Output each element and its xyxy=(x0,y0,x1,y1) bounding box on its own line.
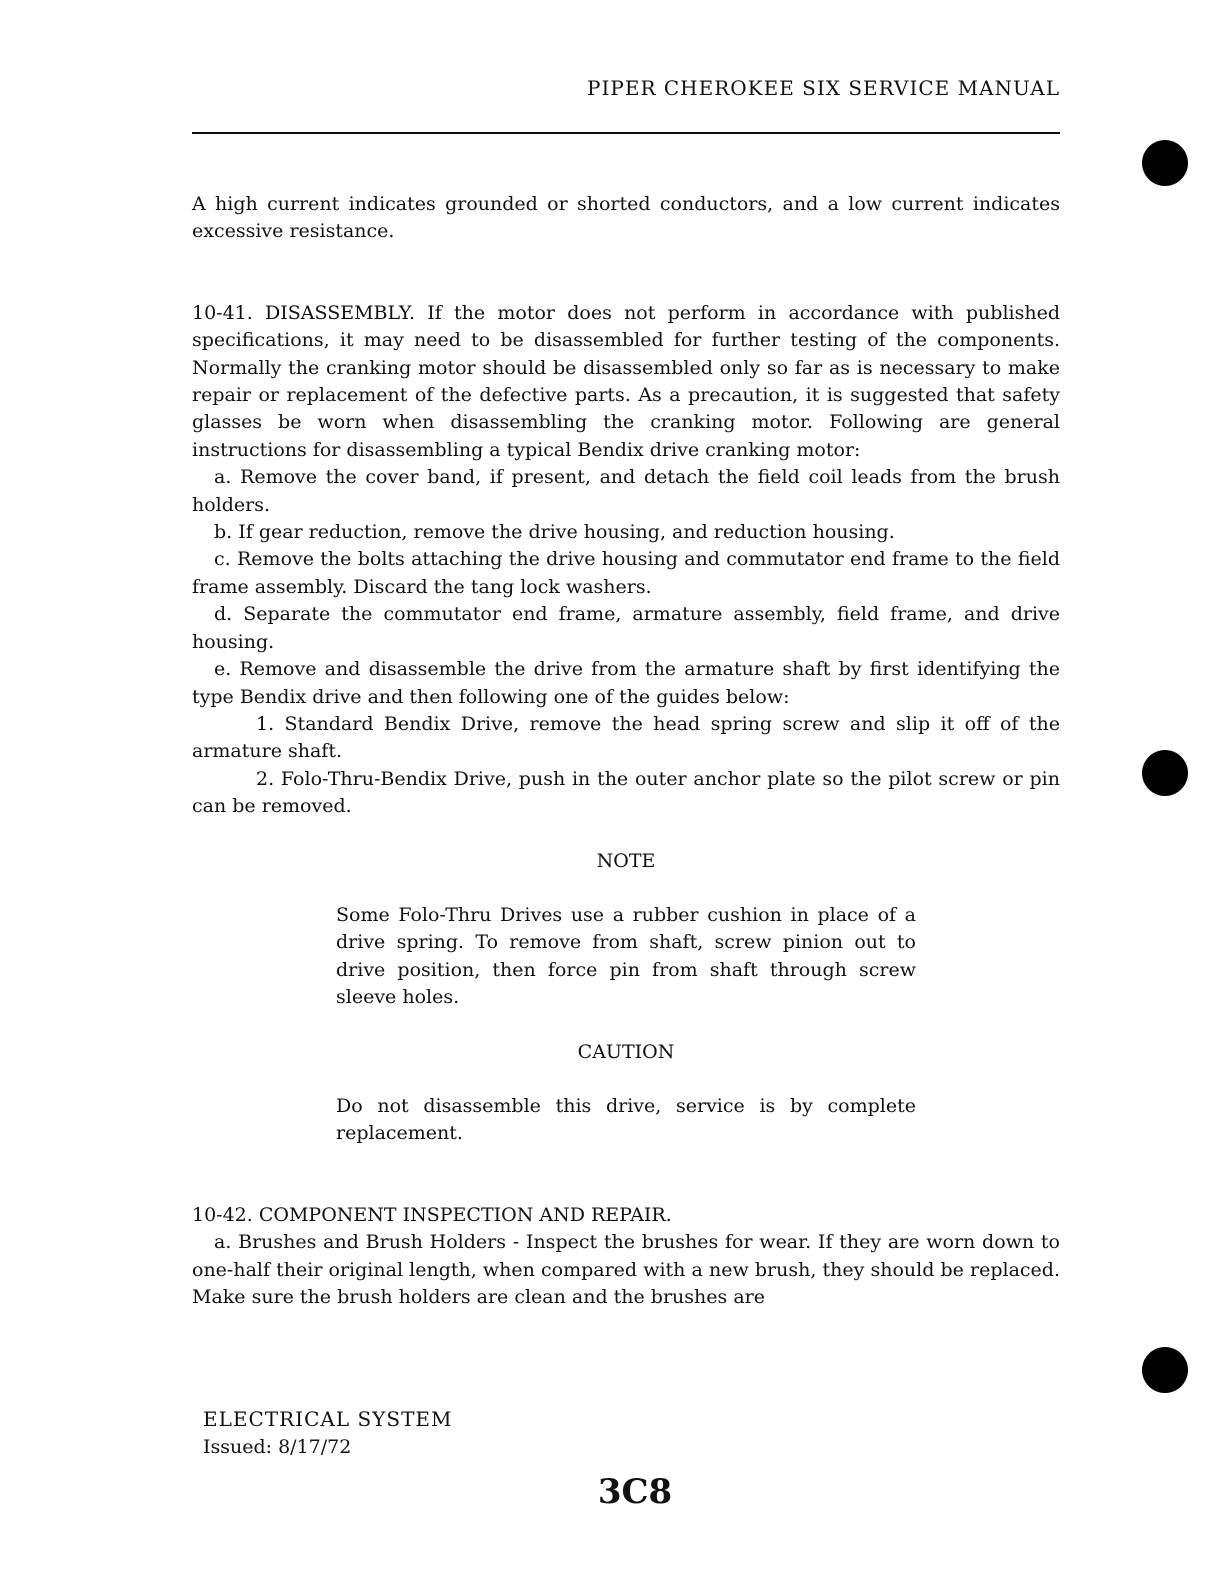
caution-block xyxy=(336,1093,916,1148)
step-e1: 1. Standard Bendix Drive, remove the head spring screw and slip it off of the armature shaft. xyxy=(192,712,1060,763)
binder-hole-bottom xyxy=(1142,1347,1188,1393)
step-c: c. Remove the bolts attaching the drive housing and commutator end frame to the field frame assembly. Discard the tang lock washers. xyxy=(192,548,1060,598)
note-block xyxy=(336,902,916,1012)
section-10-42-item-a: a. Brushes and Brush Holders - Inspect the brushes for wear. If they are worn down to one-half their original length, when compared with a new brush, they should be replaced. Make sure the brush holders are clean and the brushes are xyxy=(192,1231,1060,1308)
manual-title: PIPER CHEROKEE SIX SERVICE MANUAL xyxy=(587,76,1060,100)
binder-hole-middle xyxy=(1142,750,1188,796)
section-10-41-text: If the motor does not perform in accordance with published specifications, it may need to be disassembled for further testing of the components. Normally the cranking motor should be disassembled only so far as is necessary to make repair or replacement of the defective parts. As a precaution, it is suggested that safety glasses be worn when disassembling the cranking motor. Following are general instructions for disassembling a typical Bendix drive cranking motor: xyxy=(192,301,1060,461)
note-text: Some Folo-Thru Drives use a rubber cushion in place of a drive spring. To remove from shaft, screw pinion out to drive position, then force pin from shaft through screw sleeve holes. xyxy=(336,903,916,1009)
caution-label: CAUTION xyxy=(577,1040,675,1063)
step-b: b. If gear reduction, remove the drive housing, and reduction housing. xyxy=(214,521,895,544)
step-e2: 2. Folo-Thru-Bendix Drive, push in the outer anchor plate so the pilot screw or pin can be removed. xyxy=(192,767,1060,818)
section-10-41-heading: 10-41. DISASSEMBLY. xyxy=(192,301,416,324)
section-10-41 xyxy=(192,300,1060,464)
step-a: a. Remove the cover band, if present, and detach the field coil leads from the brush holders. xyxy=(192,466,1060,516)
section-10-42-heading: 10-42. COMPONENT INSPECTION AND REPAIR. xyxy=(192,1203,672,1226)
binder-hole-top xyxy=(1142,140,1188,186)
page-body xyxy=(192,191,1060,1311)
footer-issued-date: Issued: 8/17/72 xyxy=(203,1436,352,1458)
step-d: d. Separate the commutator end frame, armature assembly, field frame, and drive housing. xyxy=(192,603,1060,653)
intro-paragraph: A high current indicates grounded or shorted conductors, and a low current indicates excessive resistance. xyxy=(192,193,1060,243)
step-e: e. Remove and disassemble the drive from the armature shaft by first identifying the type Bendix drive and then following one of the guides below: xyxy=(192,658,1060,708)
page-number: 3C8 xyxy=(597,1472,673,1512)
note-label: NOTE xyxy=(596,849,656,872)
footer-section-name: ELECTRICAL SYSTEM xyxy=(203,1407,453,1431)
caution-text: Do not disassemble this drive, service is by complete replacement. xyxy=(336,1094,916,1145)
header-divider xyxy=(192,132,1060,134)
